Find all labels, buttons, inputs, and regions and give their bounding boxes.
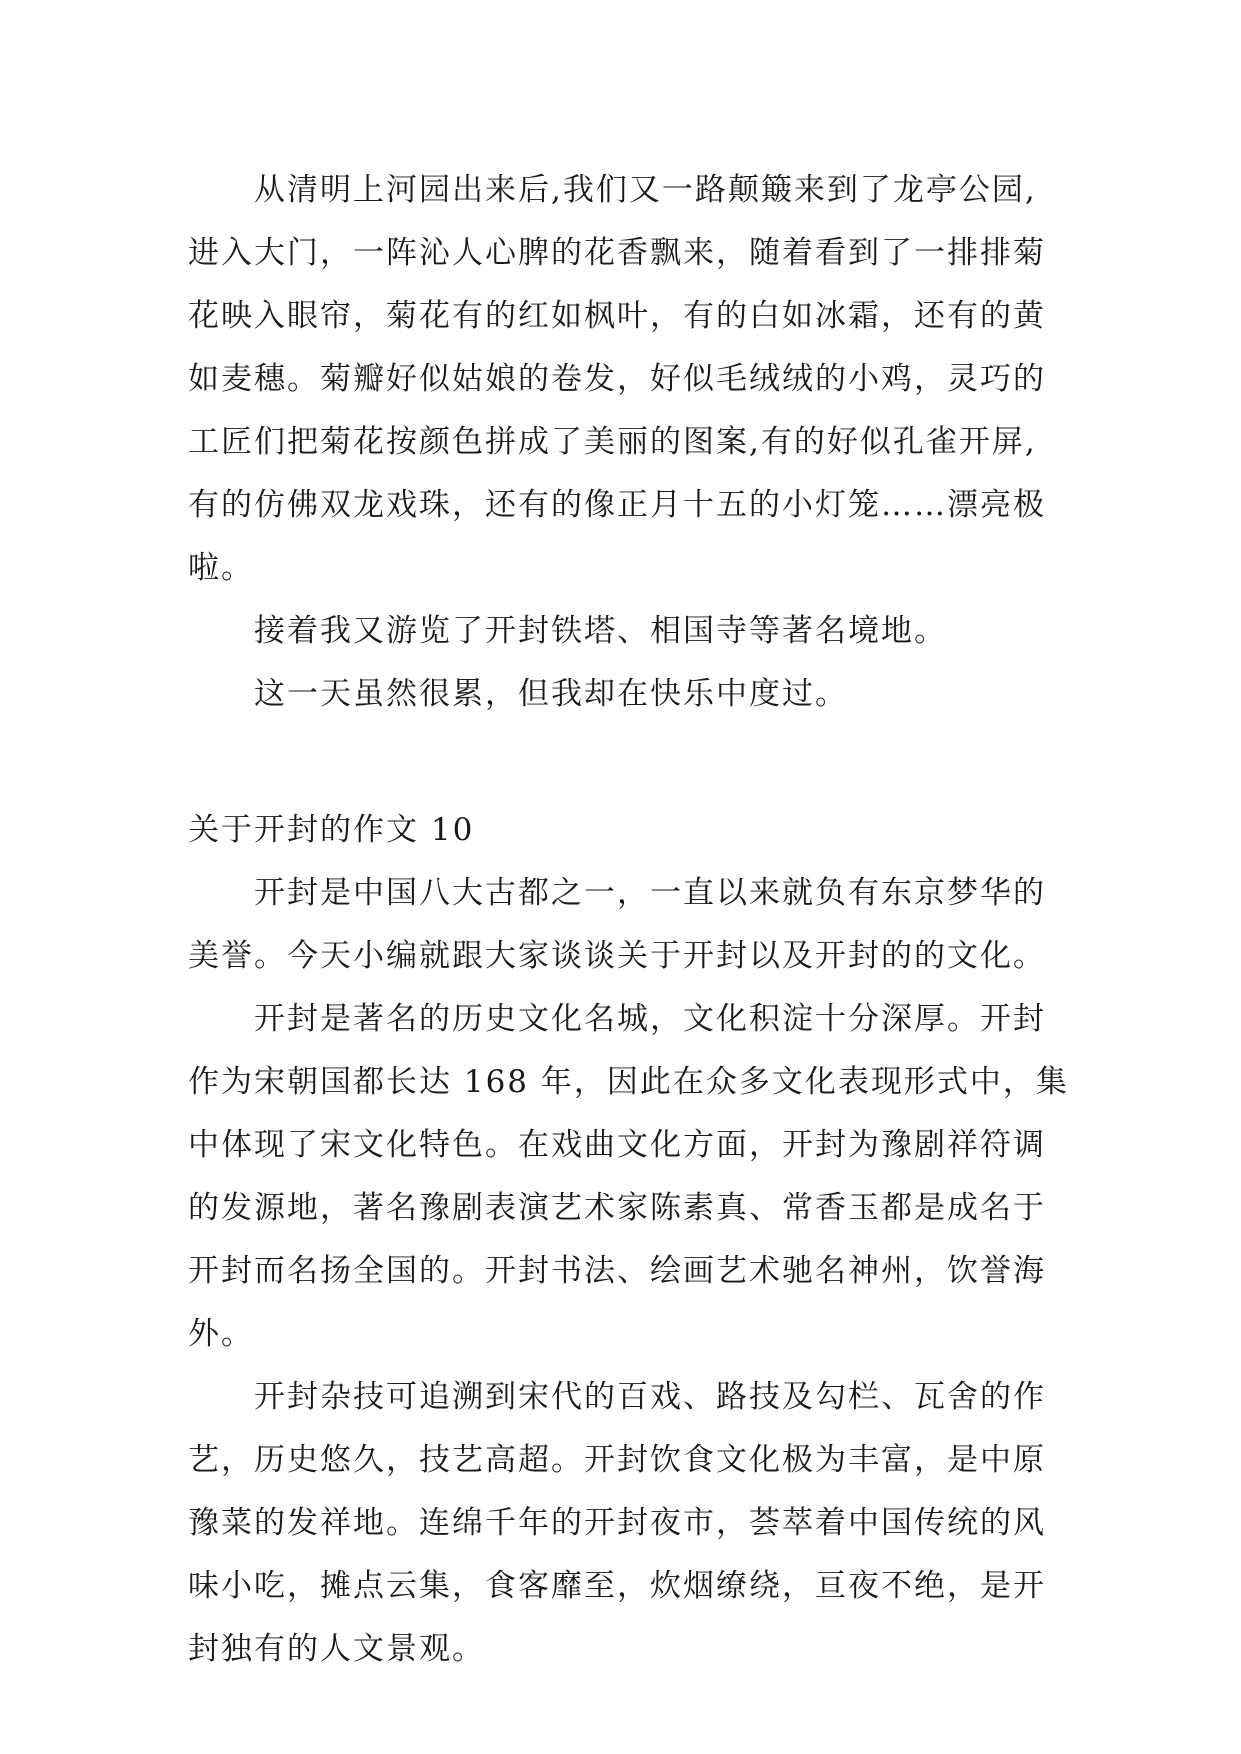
paragraph-line: 艺，历史悠久，技艺高超。开封饮食文化极为丰富，是中原	[188, 1442, 1046, 1478]
paragraph-line: 开封是中国八大古都之一，一直以来就负有东京梦华的	[254, 875, 1046, 911]
paragraph-line: 中体现了宋文化特色。在戏曲文化方面，开封为豫剧祥符调	[188, 1127, 1046, 1163]
section-heading: 关于开封的作文 10	[188, 812, 475, 848]
paragraph-line: 的发源地，著名豫剧表演艺术家陈素真、常香玉都是成名于	[188, 1190, 1046, 1226]
paragraph-line: 封独有的人文景观。	[188, 1631, 485, 1667]
paragraph-line: 开封是著名的历史文化名城，文化积淀十分深厚。开封	[254, 1001, 1046, 1037]
paragraph-line: 有的仿佛双龙戏珠，还有的像正月十五的小灯笼……漂亮极	[188, 487, 1046, 523]
paragraph-line: 开封杂技可追溯到宋代的百戏、路技及勾栏、瓦舍的作	[254, 1379, 1046, 1415]
paragraph-line: 如麦穗。菊瓣好似姑娘的卷发，好似毛绒绒的小鸡，灵巧的	[188, 361, 1046, 397]
paragraph-line: 花映入眼帘，菊花有的红如枫叶，有的白如冰霜，还有的黄	[188, 298, 1046, 334]
paragraph-line: 美誉。今天小编就跟大家谈谈关于开封以及开封的的文化。	[188, 938, 1046, 974]
paragraph-line: 进入大门，一阵沁人心脾的花香飘来，随着看到了一排排菊	[188, 235, 1046, 271]
paragraph-line: 味小吃，摊点云集，食客靡至，炊烟缭绕，亘夜不绝，是开	[188, 1568, 1046, 1604]
paragraph-line: 接着我又游览了开封铁塔、相国寺等著名境地。	[254, 613, 947, 649]
paragraph-line: 从清明上河园出来后,我们又一路颠簸来到了龙亭公园,	[254, 172, 1037, 208]
paragraph-line: 工匠们把菊花按颜色拼成了美丽的图案,有的好似孔雀开屏,	[188, 424, 1037, 460]
paragraph-line: 外。	[188, 1316, 254, 1352]
paragraph-line: 豫菜的发祥地。连绵千年的开封夜市，荟萃着中国传统的风	[188, 1505, 1046, 1541]
paragraph-line: 这一天虽然很累，但我却在快乐中度过。	[254, 676, 848, 712]
paragraph-line: 作为宋朝国都长达 168 年，因此在众多文化表现形式中，集	[188, 1064, 1069, 1100]
paragraph-line: 开封而名扬全国的。开封书法、绘画艺术驰名神州，饮誉海	[188, 1253, 1046, 1289]
paragraph-line: 啦。	[188, 550, 254, 586]
